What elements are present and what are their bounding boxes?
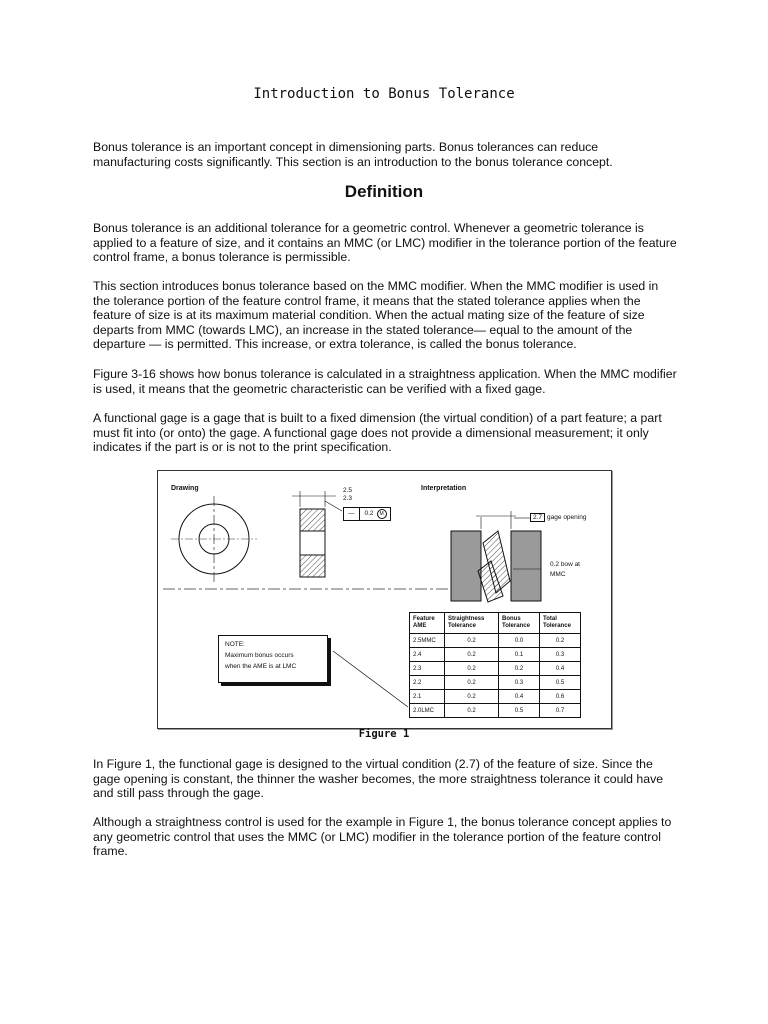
note-line-2: when the AME is at LMC: [225, 663, 297, 670]
cell-total: 0.3: [540, 648, 581, 662]
table-row: [410, 648, 581, 662]
straightness-symbol: —: [344, 508, 360, 520]
fcf-tolerance: 0.2: [364, 510, 374, 517]
interpretation-label: Interpretation: [421, 485, 467, 492]
cell-straightness: 0.2: [445, 662, 499, 676]
table-row: [410, 704, 581, 718]
cell-total: 0.5: [540, 676, 581, 690]
cell-total: 0.4: [540, 662, 581, 676]
note-box: [218, 635, 328, 683]
dimension-top: 2.5: [343, 487, 353, 494]
intro-paragraph: Bonus tolerance is an important concept in dimensioning parts. Bonus tolerances can reduce manufacturing costs significantly. This section is an introduction to the bonus tolerance concept.: [93, 140, 613, 169]
cell-straightness: 0.2: [445, 690, 499, 704]
page-title: Introduction to Bonus Tolerance: [253, 86, 515, 102]
gage-opening-label: gage opening: [547, 514, 587, 521]
paragraph-1: Bonus tolerance is an additional tolerance for a geometric control. Whenever a geometric tolerance is applied to a feature of size, and it contains an MMC (or LMC) modifier in the tolerance portion of the feature control frame, a bonus tolerance is permissible.: [93, 221, 677, 265]
drawing-label: Drawing: [171, 485, 199, 492]
note-leader: [333, 651, 408, 707]
gage-right-block: [511, 531, 541, 601]
table-row: [410, 662, 581, 676]
paragraph-4: A functional gage is a gage that is built to a fixed dimension (the virtual condition) of a part feature; a part must fit into (or onto) the gage. A functional gage does not provide a dimensional measurement; it only indicates if the part is or is not to the print specification.: [93, 411, 662, 455]
washer-section-bottom: [300, 555, 325, 577]
gage-left-block: [451, 531, 481, 601]
cell-ame: 2.5MMC: [410, 634, 445, 648]
cell-straightness: 0.2: [445, 676, 499, 690]
washer-section-middle: [300, 531, 325, 555]
cell-bonus: 0.3: [499, 676, 540, 690]
gage-value: 2.7: [530, 513, 545, 522]
header-straightness: Straightness Tolerance: [445, 613, 499, 634]
figure-caption: Figure 1: [358, 728, 410, 740]
cell-ame: 2.0LMC: [410, 704, 445, 718]
table-row: [410, 676, 581, 690]
table-row: [410, 690, 581, 704]
cell-straightness: 0.2: [445, 704, 499, 718]
after-figure-paragraph-2: Although a straightness control is used for the example in Figure 1, the bonus tolerance concept applies to any geometric control that uses the MMC (or LMC) modifier in the tolerance portion of the feature control frame.: [93, 815, 672, 859]
header-feature-ame: Feature AME: [410, 613, 445, 634]
note-line-1: Maximum bonus occurs: [225, 652, 294, 659]
cell-bonus: 0.1: [499, 648, 540, 662]
paragraph-3: Figure 3-16 shows how bonus tolerance is calculated in a straightness application. When the MMC modifier is used, it means that the geometric characteristic can be verified with a fixed gage.: [93, 367, 677, 396]
cell-ame: 2.3: [410, 662, 445, 676]
bow-label-2: MMC: [550, 571, 566, 578]
note-title: NOTE:: [225, 641, 245, 648]
paragraph-2: This section introduces bonus tolerance based on the MMC modifier. When the MMC modifier is used in the tolerance portion of the feature control frame, it means that the stated tolerance applies when the feature of size is at its maximum material condition. When the actual mating size of the feature of size departs from MMC (towards LMC), an increase in the stated tolerance— equal to the amount of the departure — is permitted. This increase, or extra tolerance, is called the bonus tolerance.: [93, 279, 659, 352]
after-figure-paragraph-1: In Figure 1, the functional gage is designed to the virtual condition (2.7) of the feature of size. Since the gage opening is constant, the thinner the washer becomes, the more straightness tolerance it could have and still pass through the gage.: [93, 757, 664, 801]
cell-total: 0.6: [540, 690, 581, 704]
tolerance-table: [409, 612, 581, 718]
cell-bonus: 0.4: [499, 690, 540, 704]
mmc-modifier-icon: M: [377, 509, 387, 519]
gage-dimension-box: [530, 513, 586, 522]
header-bonus: Bonus Tolerance: [499, 613, 540, 634]
cell-ame: 2.1: [410, 690, 445, 704]
feature-control-frame: [343, 507, 391, 521]
cell-total: 0.7: [540, 704, 581, 718]
header-total: Total Tolerance: [540, 613, 581, 634]
cell-total: 0.2: [540, 634, 581, 648]
bow-label-1: 0.2 bow at: [550, 561, 580, 568]
table-header-row: [410, 613, 581, 634]
washer-section-top: [300, 509, 325, 531]
table-row: [410, 634, 581, 648]
dimension-bottom: 2.3: [343, 495, 353, 502]
cell-bonus: 0.2: [499, 662, 540, 676]
definition-heading: Definition: [344, 182, 424, 201]
cell-ame: 2.2: [410, 676, 445, 690]
cell-bonus: 0.0: [499, 634, 540, 648]
cell-straightness: 0.2: [445, 648, 499, 662]
cell-ame: 2.4: [410, 648, 445, 662]
cell-bonus: 0.5: [499, 704, 540, 718]
cell-straightness: 0.2: [445, 634, 499, 648]
